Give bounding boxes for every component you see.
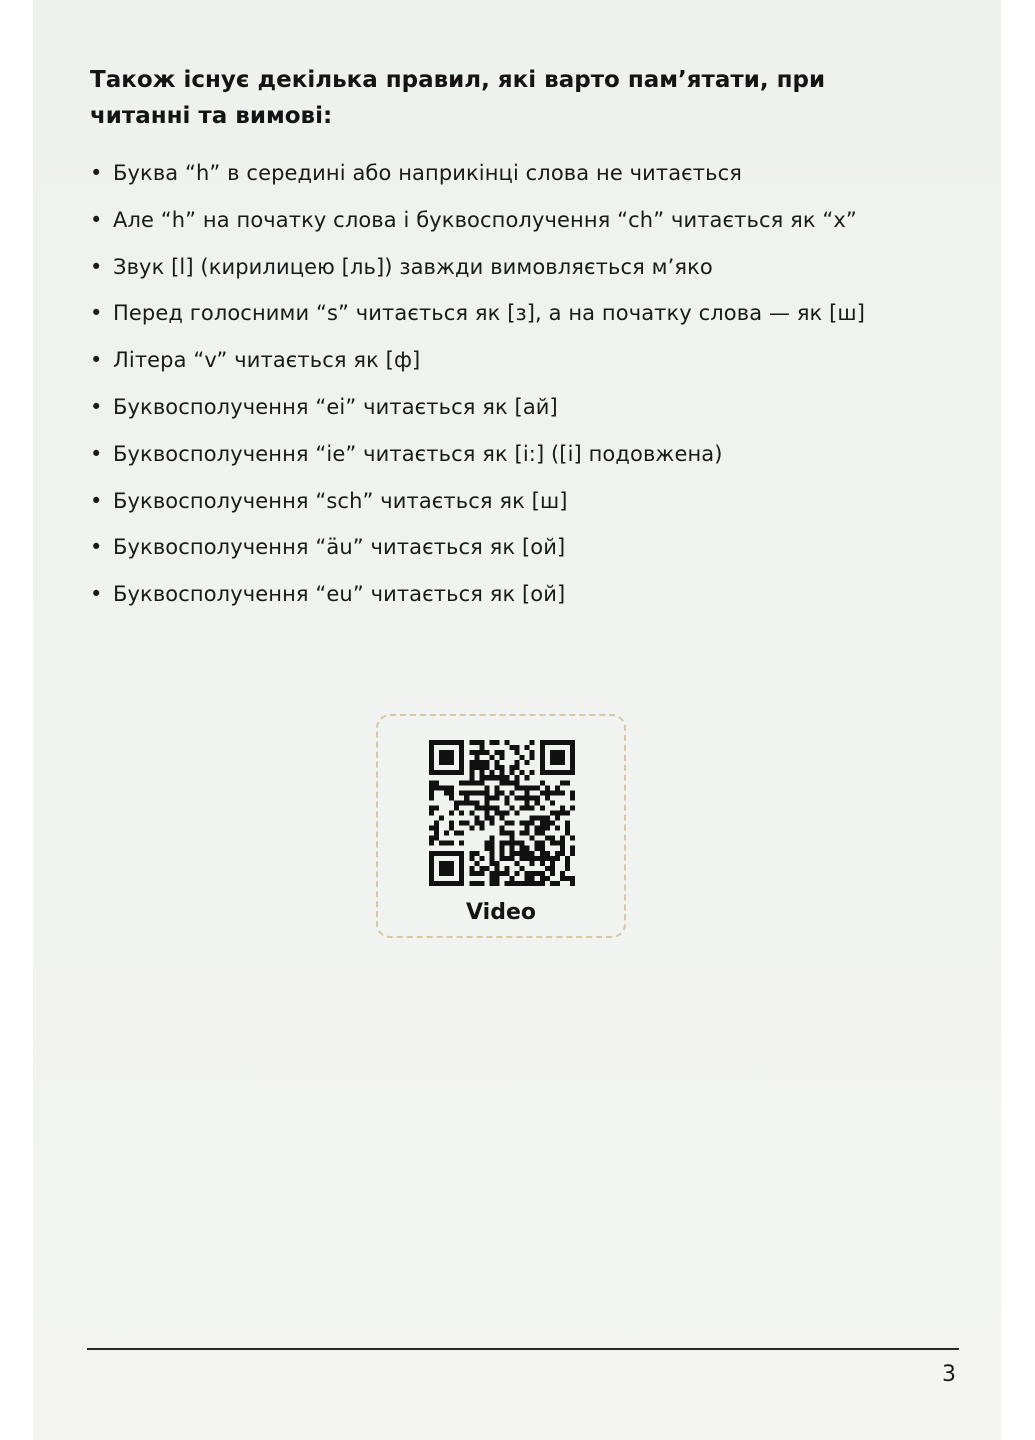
bullet: • — [90, 207, 103, 232]
rule-text: Літера “v” читається як [ф] — [113, 348, 421, 373]
rule-text: Звук [l] (кирилицею [ль]) завжди вимовляється м’яко — [113, 254, 713, 279]
bullet: • — [90, 161, 103, 185]
rule-text: Буквосполучення “äu” читається як [ой] — [113, 535, 566, 560]
rule-text: Буквосполучення “eu” читається як [ой] — [113, 582, 566, 607]
rule-text: Але “h” на початку слова і буквосполучення “ch” читається як “х” — [113, 207, 857, 232]
rules-list — [90, 150, 990, 618]
rule-item — [90, 384, 990, 431]
video-qr-card[interactable] — [376, 714, 626, 938]
bullet: • — [90, 394, 103, 419]
rule-item — [90, 150, 990, 197]
bullet: • — [90, 348, 103, 373]
bullet: • — [90, 582, 103, 607]
rule-item — [90, 290, 990, 337]
bullet: • — [90, 535, 103, 560]
section-heading: Також існує декілька правил, які варто пам’ятати, при читанні та вимові: — [90, 67, 826, 129]
rule-item — [90, 337, 990, 384]
rule-item — [90, 571, 990, 618]
rule-item — [90, 244, 990, 291]
bullet: • — [90, 301, 103, 326]
document-page — [33, 0, 1001, 1440]
rule-item — [90, 197, 990, 244]
bullet: • — [90, 488, 103, 513]
bullet: • — [90, 441, 103, 466]
rule-text: Буква “h” в середині або наприкінці слова не читається — [113, 161, 742, 185]
bullet: • — [90, 254, 103, 279]
page-number: 3 — [942, 1362, 956, 1387]
rule-item — [90, 478, 990, 525]
rule-item — [90, 431, 990, 478]
rule-text: Буквосполучення “sch” читається як [ш] — [113, 488, 568, 513]
rule-text: Буквосполучення “ei” читається як [ай] — [113, 394, 558, 419]
rule-text: Буквосполучення “ie” читається як [і:] ([і] подовжена) — [113, 441, 723, 466]
footer-divider — [87, 1348, 959, 1350]
rule-item — [90, 524, 990, 571]
rule-text: Перед голосними “s” читається як [з], а на початку слова — як [ш] — [113, 301, 866, 326]
video-caption: Video — [466, 900, 536, 925]
qr-code-icon[interactable] — [429, 740, 575, 886]
